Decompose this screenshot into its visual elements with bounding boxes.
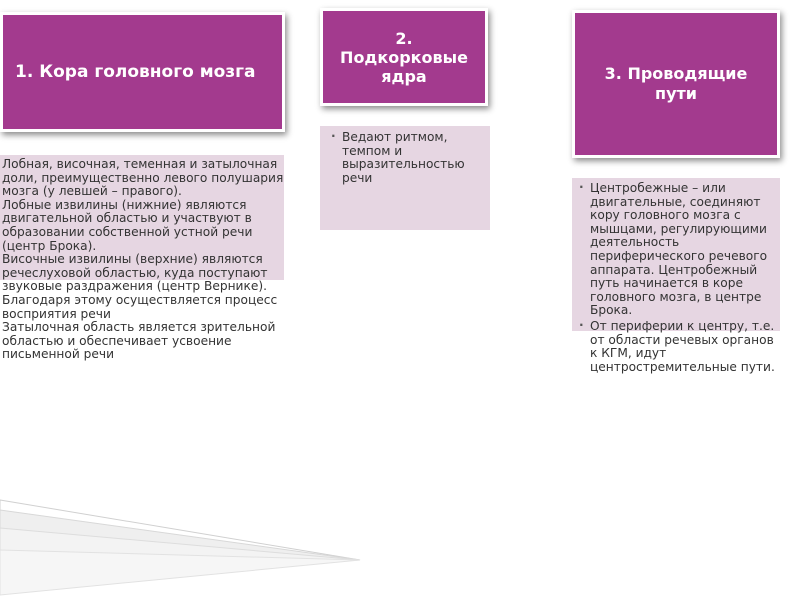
cortex-paragraph: Лобные извилины (нижние) являются двигательной областью и участвуют в образовании собственной устной речи (центр Брока).	[2, 197, 253, 253]
decorative-ribbon	[0, 490, 800, 600]
subcortical-header	[320, 8, 488, 106]
subcortical-header-line-1: 2.	[395, 28, 413, 48]
pathways-bullet: · Центробежные – или двигательные, соединяют кору головного мозга с мышцами, регулирующими деятельность периферического речевого аппарата. Центробежный путь начинается в коре головного мозга, в центре Брока.	[578, 182, 778, 318]
cortex-paragraph: Височные извилины (верхние) являются речеслуховой областью, куда поступают звуковые раздражения (центр Вернике). Благодаря этому осуществляется процесс восприятия речи	[2, 252, 278, 321]
subcortical-text	[330, 131, 488, 187]
subcortical-header-line-2: Подкорковые	[340, 47, 468, 67]
cortex-paragraph: Затылочная область является зрительной областью и обеспечивает усвоение письменной речи	[2, 320, 276, 362]
cortex-text	[2, 158, 292, 362]
cortex-header-title: 1. Кора головного мозга	[15, 62, 256, 82]
pathways-header	[572, 10, 780, 158]
subcortical-header-line-3: ядра	[381, 66, 427, 86]
cortex-paragraph: Лобная, височная, теменная и затылочная доли, преимущественно левого полушария мозга (у левшей – правого).	[2, 157, 284, 199]
pathways-bullet: · От периферии к центру, т.е. от области речевых органов к КГМ, идут центростремительные пути.	[578, 320, 778, 374]
pathways-text	[578, 182, 778, 376]
subcortical-bullet: · Ведают ритмом, темпом и выразительностью речи	[330, 131, 488, 185]
pathways-header-line-1: 3. Проводящие	[604, 64, 748, 83]
cortex-header	[0, 12, 285, 132]
pathways-header-line-2: пути	[655, 84, 697, 103]
